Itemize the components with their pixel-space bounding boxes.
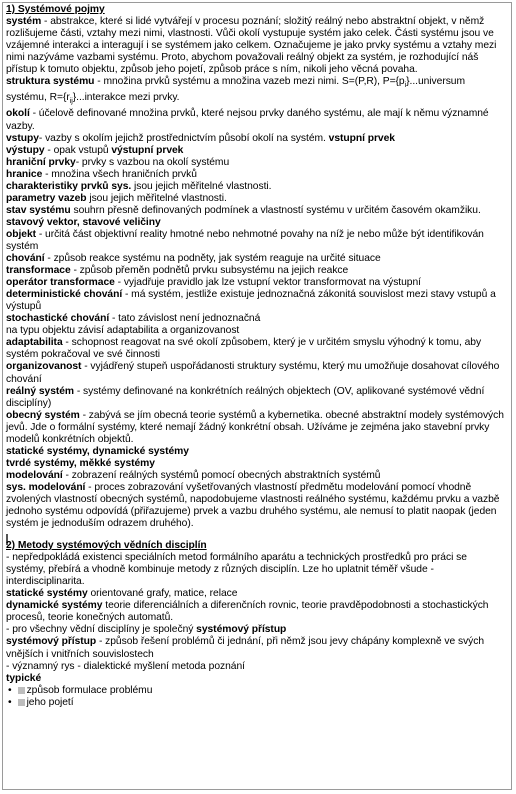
definition-text: - tato závislost není jednoznačná: [109, 313, 261, 325]
definition-obecny: [6, 410, 508, 446]
term: tvrdé systémy, měkké systémy: [6, 457, 155, 469]
term: stochastické chování: [6, 313, 110, 325]
definition-text: - proces zobrazování vyšetřovaných vlastností předmětu modelování pomocí vhodně zvolených vlastností obecných systémů, napodobujeme vlastnosti reálného systému, každému prvku a vazbě jednoho systému odpovídá (přiřazujeme) prvek a vazbu druhého systému, ale nemusí to platit naopak (jeden systém je jednoduším odrazem druhého).: [6, 481, 500, 530]
list-item: • jeho pojetí: [8, 696, 74, 708]
term: dynamické systémy: [6, 600, 103, 612]
definition-text: - prvky s vazbou na okolí systému: [75, 156, 230, 168]
definition-text: - vyjadřuje pravidlo jak lze vstupní vektor transformovat na výstupní: [114, 277, 421, 289]
list-item-text: jeho pojetí: [26, 696, 74, 708]
definition-staticke: [6, 446, 508, 458]
definition-text: - pro všechny vědní disciplíny je společný: [6, 624, 197, 636]
definition-realny: [6, 386, 508, 410]
term: operátor transformace: [6, 277, 115, 289]
definition-hranice: [6, 169, 508, 181]
term: chování: [6, 253, 45, 265]
term: reálný systém: [6, 385, 75, 397]
definition-text: - opak vstupů: [44, 144, 112, 156]
definition-deterministicke: [6, 289, 508, 313]
text-line: na typu objektu závisí adaptabilita a organizovanost: [6, 325, 240, 337]
term: parametry vazeb: [6, 192, 87, 204]
term: výstupní prvek: [111, 144, 184, 156]
definition-text: - má systém, jestliže existuje jednoznačná zákonitá souvislost mezi stavy vstupů a výstupů: [6, 289, 496, 313]
term: systémový přístup: [196, 624, 287, 636]
definition-text: - abstrakce, které si lidé vytvářejí v procesu poznání; složitý reálný nebo abstraktní objekt, v němž rozlišujeme části, vztahy mezi nimi, vlastnosti. Vůči okolí vystupuje systém jako celek. Části systému jsou ve vzájemné interakci a interagují i se systémem jako celkem. Označujeme je jako prvky systému a vztahy mezi nimi nazýváme vazbami systému. Proto, abychom považovali reálný objekt za systém, je rozhodující náš přístup k tomuto objektu, způsob jeho pojetí, způsob práce s ním, nikoli jeho věcná povaha.: [6, 16, 497, 76]
term: hranice: [6, 168, 43, 180]
definition-vystupy: [6, 145, 508, 157]
text-line: - významný rys - dialektické myšlení metoda poznání: [6, 660, 245, 672]
definition-text: }...interakce mezi prvky.: [72, 92, 180, 104]
term: systémový přístup: [6, 636, 97, 648]
definition-sys-modelovani: [6, 482, 508, 530]
definition-text: - způsob reakce systému na podněty, jak systém reaguje na určité situace: [44, 253, 381, 265]
term: vstupní prvek: [328, 132, 395, 144]
bullet-square-icon: [18, 687, 25, 694]
definition-objekt: [6, 229, 508, 253]
term: stav systému: [6, 204, 71, 216]
definition-typicke: [6, 673, 508, 685]
definition-text: - zobrazení reálných systémů pomocí obecných abstraktních systémů: [62, 469, 381, 481]
definition-hranicni: [6, 157, 508, 169]
term: výstupy: [6, 144, 45, 156]
definition-text: souhrn přesně definovaných podmínek a vlastností systému v určitém časovém okamžiku.: [70, 204, 481, 216]
definition-chovani: [6, 253, 508, 265]
term: systém: [6, 16, 42, 28]
definition-text: - schopnost reagovat na své okolí způsobem, který je v určitém smyslu výhodný k tomu, aby systém pokračoval ve své činnosti: [6, 337, 482, 361]
definition-text: - množina všech hraničních prvků: [42, 168, 197, 180]
definition-organizovanost: [6, 361, 508, 385]
term: typické: [6, 672, 42, 684]
definition-text: - vazby s okolím jejichž prostřednictvím působí okolí na systém.: [38, 132, 329, 144]
term: modelování: [6, 469, 63, 481]
definition-vstupy: [6, 133, 508, 145]
definition-text: - zabývá se jím obecná teorie systémů a kybernetika. obecné abstraktní modely systémových jevů. Jde o formální systémy, které nemají žádný konkrétní obsah. Užíváme je zejména jako stavební prvky modelů konkrétních objektů.: [6, 409, 504, 445]
definition-text: jsou jejich měřitelné vlastnosti.: [131, 180, 272, 192]
term: sys. modelování: [6, 481, 86, 493]
document-page: [2, 2, 512, 790]
definition-systemovy-pristup: [6, 636, 508, 660]
definition-text: - systémy definované na konkrétních reálných objektech (OV, aplikované systémové vědní disciplíny): [6, 385, 485, 409]
text-line: [6, 624, 508, 636]
term: obecný systém: [6, 409, 80, 421]
definition-parametry: [6, 193, 508, 205]
section-2-heading: 2) Metody systémových vědních disciplín: [6, 540, 207, 552]
definition-tvrde: [6, 458, 508, 470]
term: struktura systému: [6, 76, 95, 88]
subscript: ij: [69, 98, 73, 106]
definition-text: jsou jejich měřitelné vlastnosti.: [86, 192, 227, 204]
definition-stochasticke: [6, 313, 508, 325]
definition-operator: [6, 277, 508, 289]
definition-text: }...universum systému, R={r: [6, 76, 465, 104]
term: charakteristiky prvků sys.: [6, 180, 132, 192]
term: okolí: [6, 108, 30, 120]
term: adaptabilita: [6, 337, 63, 349]
definition-text: - způsob řešení problémů či jednání, při němž jsou jevy chápány komplexně ve svých vnějších i vnitřních souvislostech: [6, 636, 485, 660]
subscript: i: [404, 82, 407, 90]
definition-okoli: [6, 108, 508, 132]
term: statické systémy: [6, 588, 88, 600]
definition-text: - vyjádřený stupeň uspořádanosti struktury systému, který mu umožňuje dosahovat cílového chování: [6, 361, 500, 385]
definition-text: - účelově definované množina prvků, které nejsou prvky daného systému, ale mají k němu významné vazby.: [6, 108, 489, 132]
definition-dynamicke-systemy: [6, 600, 508, 624]
bullet-square-icon: [18, 699, 25, 706]
definition-charakteristiky: [6, 181, 508, 193]
term: stavový vektor, stavové veličiny: [6, 216, 161, 228]
definition-text: teorie diferenciálních a diferenčních rovnic, teorie pravděpodobnosti a stochastických procesů, teorie konečných automatů.: [6, 600, 489, 624]
definition-text: orientované grafy, matice, relace: [87, 588, 238, 600]
definition-stav: [6, 205, 508, 217]
list-item-text: způsob formulace problému: [26, 684, 153, 696]
list-item: • způsob formulace problému: [8, 684, 153, 696]
section-1-heading: 1) Systémové pojmy: [6, 4, 105, 15]
term: hraniční prvky: [6, 156, 76, 168]
paragraph-gap: [6, 530, 508, 540]
definition-text: - způsob přeměn podnětů prvku subsystému na jejich reakce: [70, 265, 349, 277]
definition-system: [6, 16, 508, 76]
term: transformace: [6, 265, 71, 277]
definition-modelovani: [6, 470, 508, 482]
definition-stavovy: [6, 217, 508, 229]
section-2-intro: - nepředpokládá existenci speciálních metod formálního aparátu a technických prostředků pro práci se systémy, přebírá a vhodně kombinuje metody z různých disciplín. Lze ho uplatnit téměř všude - interdisciplinarita.: [6, 552, 467, 588]
term: statické systémy, dynamické systémy: [6, 445, 189, 457]
term: organizovanost: [6, 361, 82, 373]
term: vstupy: [6, 132, 39, 144]
definition-struktura: [6, 76, 508, 108]
term: objekt: [6, 228, 37, 240]
definition-staticke-systemy: [6, 588, 508, 600]
definition-text: - množina prvků systému a množina vazeb mezi nimi. S=(P,R), P={p: [94, 76, 405, 88]
definition-text: - určitá část objektivní reality hmotné nebo nehmotné povahy na níž je nebo může být identifikován systém: [6, 228, 484, 252]
definition-adaptabilita: [6, 337, 508, 361]
term: deterministické chování: [6, 289, 123, 301]
definition-transformace: [6, 265, 508, 277]
